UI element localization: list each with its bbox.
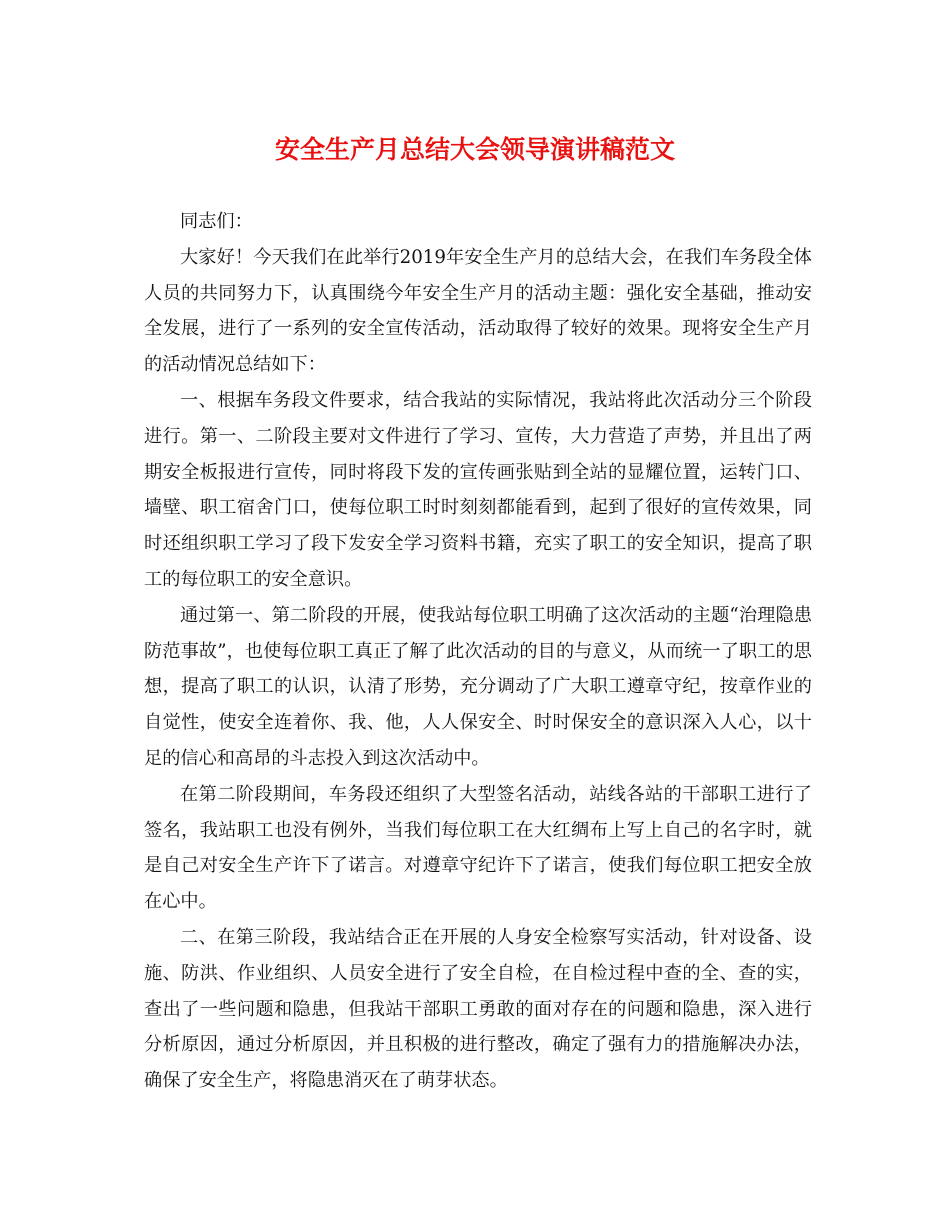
body-paragraph: 通过第一、第二阶段的开展，使我站每位职工明确了这次活动的主题“治理隐患 防范事故”，也使每位职工真正了解了此次活动的目的与意义，从而统一了职工的思想，提高了职工的认识，认清了形势，充分调动了广大职工遵章守纪，按章作业的自觉性，使安全连着你、我、他，人人保安全、时时保安全的意识深入人心，以十足的信心和高昂的斗志投入到这次活动中。 [144,604,812,769]
document-body [144,204,812,1099]
body-paragraph: 大家好！今天我们在此举行2019年安全生产月的总结大会，在我们车务段全体人员的共同努力下，认真围绕今年安全生产月的活动主题：强化安全基础，推动安全发展，进行了一系列的安全宣传活动，活动取得了较好的效果。现将安全生产月的活动情况总结如下： [144,246,812,376]
body-paragraph: 二、在第三阶段，我站结合正在开展的人身安全检察写实活动，针对设备、设施、防洪、作业组织、人员安全进行了安全自检，在自检过程中查的全、查的实，查出了一些问题和隐患，但我站干部职工勇敢的面对存在的问题和隐患，深入进行分析原因，通过分析原因，并且积极的进行整改，确定了强有力的措施解决办法，确保了安全生产，将隐患消灭在了萌芽状态。 [144,926,812,1092]
body-paragraph: 一、根据车务段文件要求，结合我站的实际情况，我站将此次活动分三个阶段进行。第一、二阶段主要对文件进行了学习、宣传，大力营造了声势，并且出了两期安全板报进行宣传，同时将段下发的宣传画张贴到全站的显耀位置，运转门口、墙壁、职工宿舍门口，使每位职工时时刻刻都能看到，起到了很好的宣传效果，同时还组织职工学习了段下发安全学习资料书籍，充实了职工的安全知识，提高了职工的每位职工的安全意识。 [144,389,812,590]
body-paragraph: 在第二阶段期间，车务段还组织了大型签名活动，站线各站的干部职工进行了签名，我站职工也没有例外，当我们每位职工在大红绸布上写上自己的名字时，就是自己对安全生产许下了诺言。对遵章守纪许下了诺言，使我们每位职工把安全放在心中。 [144,783,812,913]
salutation-paragraph: 同志们： [180,211,253,232]
document-title: 安全生产月总结大会领导演讲稿范文 [274,135,675,164]
